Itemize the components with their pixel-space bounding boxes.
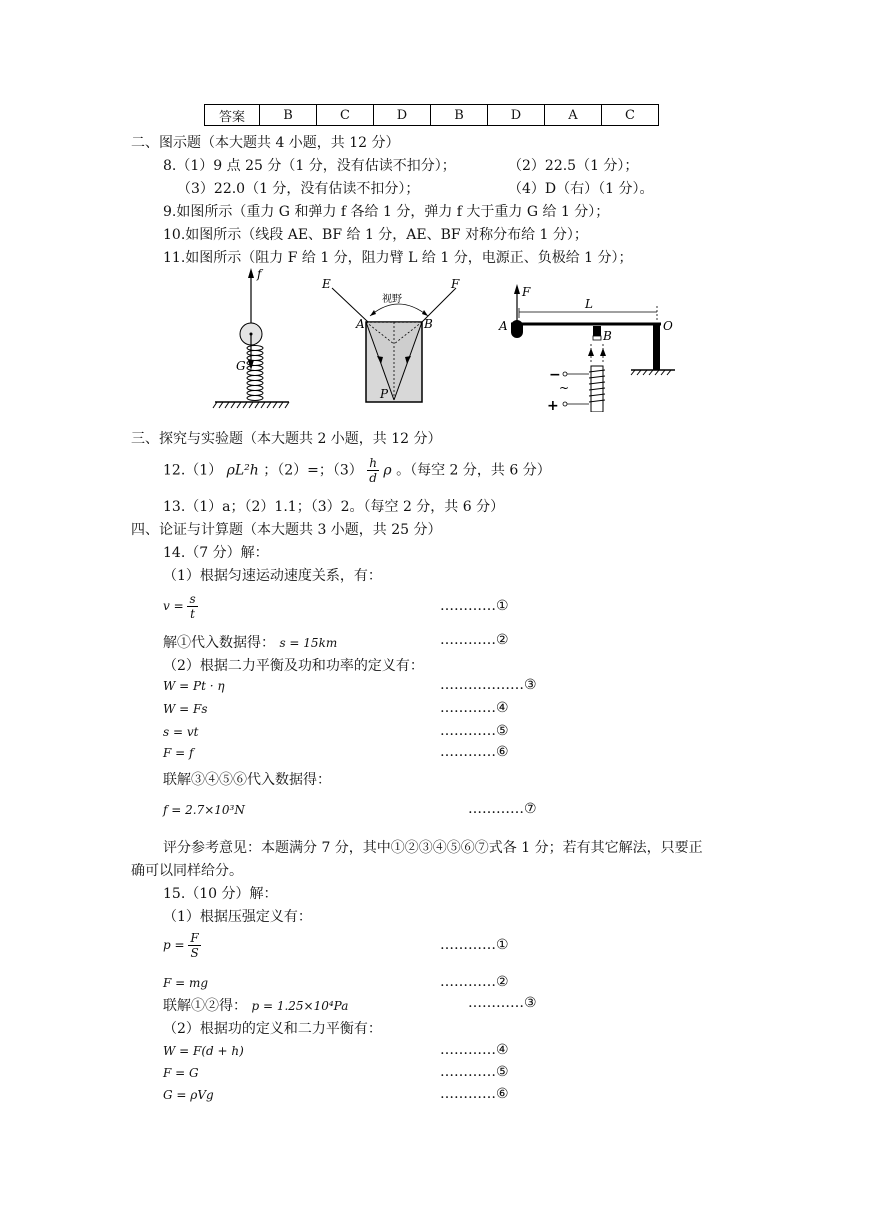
fig2-p-label: P bbox=[380, 387, 389, 401]
figure-spring-ball bbox=[205, 266, 295, 410]
q14-sub-line bbox=[163, 632, 337, 652]
answer-cell: D bbox=[488, 105, 545, 126]
answer-table-header: 答案 bbox=[205, 105, 260, 126]
q15-join-eq: p = 1.25×10⁴Pa bbox=[251, 999, 349, 1013]
figure-lever-electromagnet bbox=[497, 282, 681, 412]
q13-text: 13.（1）a；（2）1.1；（3）2。（每空 2 分，共 6 分） bbox=[163, 499, 505, 515]
answer-cell: B bbox=[260, 105, 317, 126]
q14-eq1-num: s bbox=[189, 592, 196, 606]
fig3-minus: − bbox=[549, 367, 561, 383]
q8-line2-a: （3）22.0（1 分，没有估读不扣分）； bbox=[177, 181, 420, 197]
q14-sub-pre: 解①代入数据得： bbox=[163, 635, 275, 651]
q14-note-line2: 确可以同样给分。 bbox=[131, 863, 243, 879]
q14-join: 联解③④⑤⑥代入数据得： bbox=[163, 772, 331, 788]
answer-cell: C bbox=[317, 105, 374, 126]
fig3-a-label: A bbox=[499, 319, 508, 333]
q12-prefix: 12.（1） bbox=[163, 462, 223, 479]
q12-numerator: h bbox=[369, 456, 377, 470]
q8-line1-a: 8.（1）9 点 25 分（1 分，没有估读不扣分）； bbox=[163, 158, 456, 174]
q15-join-line bbox=[163, 995, 348, 1015]
q15-head: 15.（10 分）解： bbox=[163, 886, 278, 902]
q15-eq6: G = ρVg bbox=[163, 1088, 214, 1102]
q15-eq2: F = mg bbox=[163, 976, 209, 990]
q14-eq3: W = Pt · η bbox=[163, 679, 225, 693]
answer-cell: B bbox=[431, 105, 488, 126]
answer-cell: C bbox=[602, 105, 659, 126]
q14-eq1-fraction bbox=[187, 592, 197, 621]
q14-mark1: …………① bbox=[440, 598, 509, 614]
q14-eq1-den: t bbox=[190, 607, 195, 621]
q15-part2: （2）根据功的定义和二力平衡有： bbox=[163, 1021, 382, 1037]
q15-eq1-den: S bbox=[190, 946, 199, 960]
q14-sub-eq: s = 15km bbox=[279, 636, 338, 650]
q14-eq1-lhs: v = bbox=[163, 599, 184, 613]
fig2-e-label: E bbox=[322, 277, 331, 291]
q8-line1-b: （2）22.5（1 分）； bbox=[508, 158, 639, 174]
q15-eq5: F = G bbox=[163, 1066, 199, 1080]
q14-part2: （2）根据二力平衡及功和功率的定义有： bbox=[163, 658, 424, 674]
section4-title: 四、论证与计算题（本大题共 3 小题，共 25 分） bbox=[131, 522, 442, 538]
answer-table bbox=[204, 104, 659, 126]
q14-eq4: W = Fs bbox=[163, 702, 208, 716]
q14-part1: （1）根据匀速运动速度关系，有： bbox=[163, 568, 382, 584]
q14-mark3: ………………③ bbox=[440, 677, 537, 693]
q15-eq1-fraction bbox=[188, 931, 200, 960]
q14-mark7: …………⑦ bbox=[468, 801, 537, 817]
fig3-o-label: O bbox=[663, 319, 673, 333]
fig2-view-label: 视野 bbox=[382, 294, 402, 305]
fig3-f-label: F bbox=[522, 285, 531, 299]
fig2-a-label: A bbox=[356, 317, 365, 331]
q12-rho: ρ bbox=[383, 462, 392, 479]
q11-text: 11.如图所示（阻力 F 给 1 分，阻力臂 L 给 1 分，电源正、负极给 1 分）； bbox=[163, 250, 633, 266]
q12-suffix: 。（每空 2 分，共 6 分） bbox=[396, 462, 551, 479]
q15-mark3: …………③ bbox=[468, 995, 537, 1011]
q12-fraction bbox=[367, 456, 379, 485]
q15-join-pre: 联解①②得： bbox=[163, 998, 247, 1014]
q15-mark2: …………② bbox=[440, 974, 509, 990]
q10-text: 10.如图所示（线段 AE、BF 给 1 分，AE、BF 对称分布给 1 分）； bbox=[163, 227, 588, 243]
q12-denominator: d bbox=[369, 471, 377, 485]
fig3-b-label: B bbox=[603, 329, 612, 343]
q8-line2-b: （4）D（右）（1 分）。 bbox=[508, 181, 654, 197]
q14-note-line1: 评分参考意见：本题满分 7 分，其中①②③④⑤⑥⑦式各 1 分；若有其它解法，只要正 bbox=[163, 840, 703, 856]
fig3-plus: + bbox=[547, 398, 559, 412]
fig2-b-label: B bbox=[424, 317, 433, 331]
q15-eq1 bbox=[163, 931, 201, 960]
q9-text: 9.如图所示（重力 G 和弹力 f 各给 1 分，弹力 f 大于重力 G 给 1 分）； bbox=[163, 204, 610, 220]
q15-mark1: …………① bbox=[440, 937, 509, 953]
q15-mark4: …………④ bbox=[440, 1042, 509, 1058]
q14-mark6: …………⑥ bbox=[440, 744, 509, 760]
q12-line bbox=[163, 456, 551, 485]
answer-cell: D bbox=[374, 105, 431, 126]
q14-eq6: F = f bbox=[163, 746, 194, 760]
q14-eq7: f = 2.7×10³N bbox=[163, 803, 245, 817]
q14-eq5: s = vt bbox=[163, 725, 199, 739]
q15-mark6: …………⑥ bbox=[440, 1086, 509, 1102]
q15-part1: （1）根据压强定义有： bbox=[163, 909, 312, 925]
section2-title: 二、图示题（本大题共 4 小题，共 12 分） bbox=[131, 135, 400, 151]
q15-eq4: W = F(d + h) bbox=[163, 1044, 244, 1058]
q12-mid: ；（2）=；（3） bbox=[263, 462, 363, 479]
q14-head: 14.（7 分）解： bbox=[163, 545, 269, 561]
q15-eq1-lhs: p = bbox=[163, 938, 185, 952]
fig3-ac: ~ bbox=[559, 381, 570, 395]
fig1-g-label: G bbox=[236, 359, 246, 373]
answer-cell: A bbox=[545, 105, 602, 126]
section3-title: 三、探究与实验题（本大题共 2 小题，共 12 分） bbox=[131, 431, 442, 447]
q14-mark2: …………② bbox=[440, 632, 509, 648]
q14-eq1 bbox=[163, 592, 198, 621]
fig3-l-label: L bbox=[585, 297, 593, 311]
q15-eq1-num: F bbox=[190, 931, 199, 945]
fig1-f-label: f bbox=[257, 267, 262, 281]
q15-mark5: …………⑤ bbox=[440, 1064, 509, 1080]
q14-mark4: …………④ bbox=[440, 700, 509, 716]
fig2-f-label: F bbox=[451, 277, 460, 291]
figure-well-view bbox=[318, 272, 468, 406]
q14-mark5: …………⑤ bbox=[440, 723, 509, 739]
q12-expr1: ρL²h bbox=[226, 462, 259, 479]
